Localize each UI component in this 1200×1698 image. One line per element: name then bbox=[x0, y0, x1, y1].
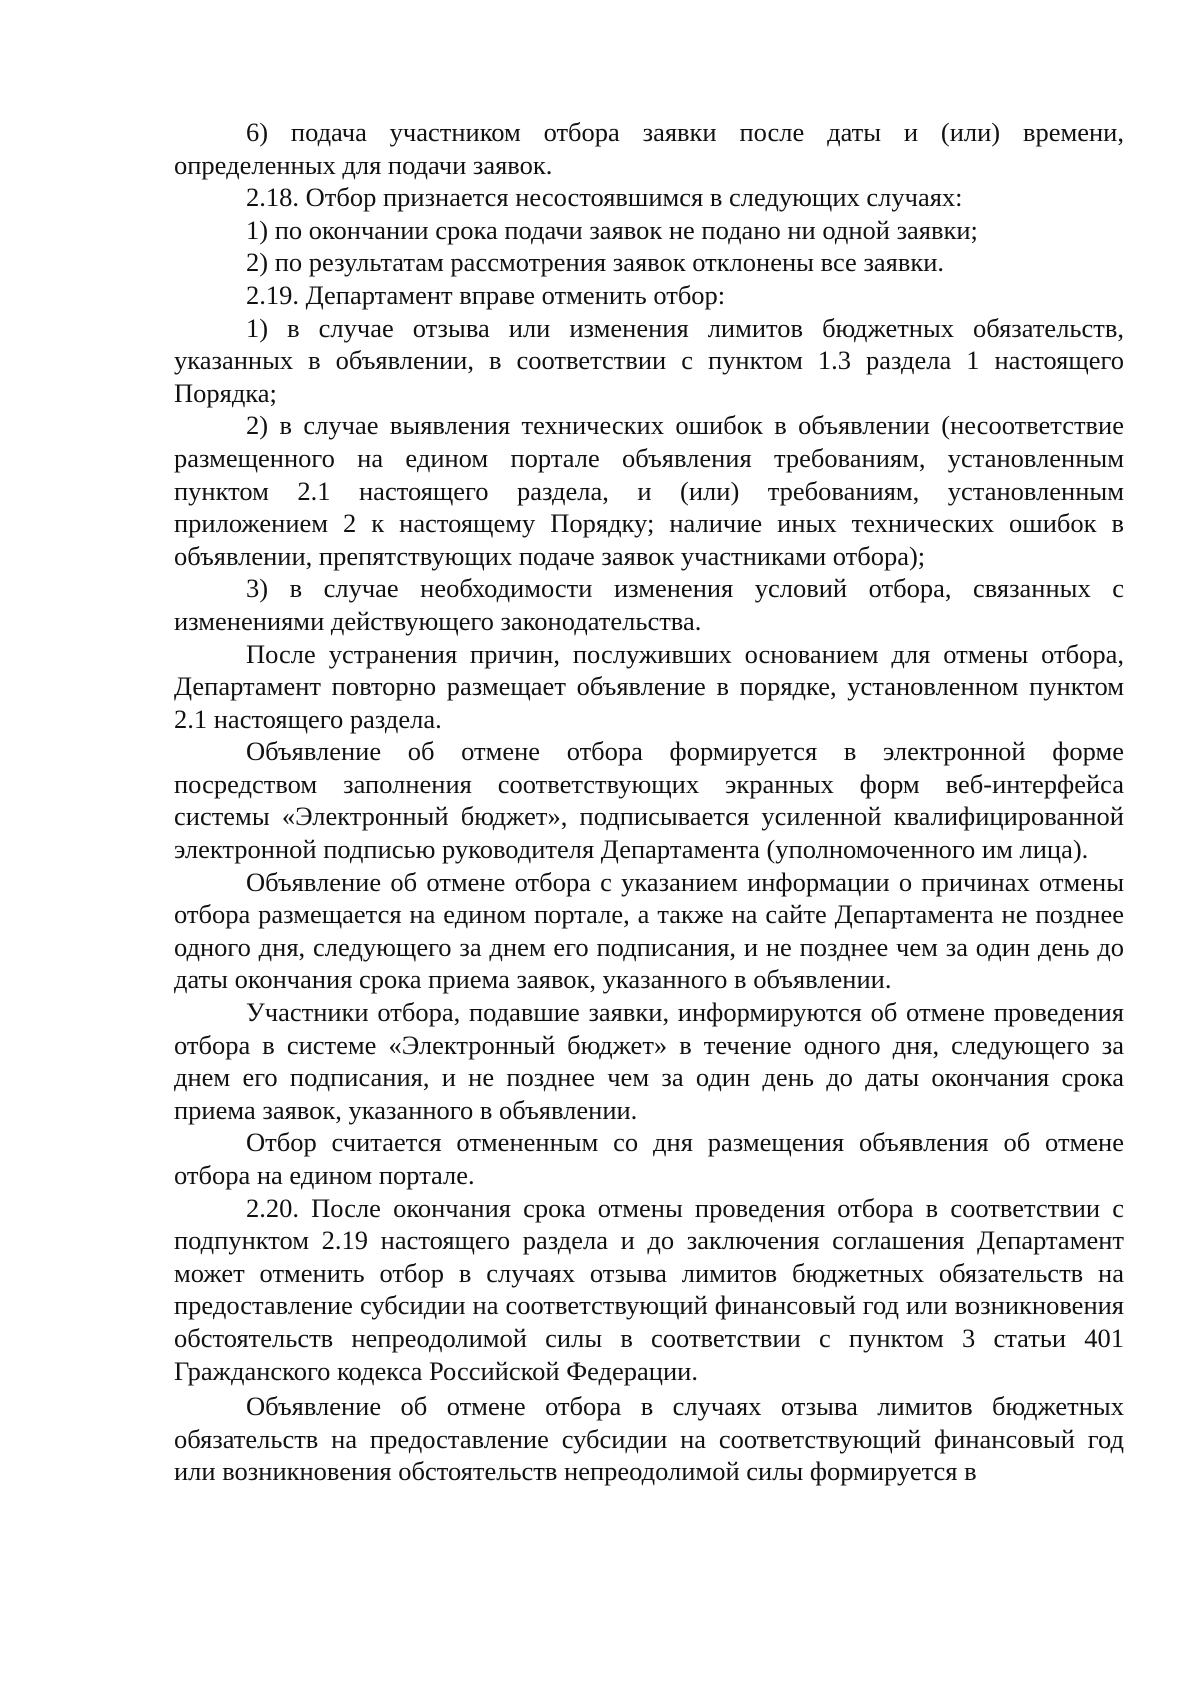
paragraph-2-18-item-1: 1) по окончании срока подачи заявок не подано ни одной заявки; bbox=[246, 214, 978, 245]
paragraph-2-19-item-1: 1) в случае отзыва или изменения лимитов бюджетных обязательств, указанных в объявлении, в соответствии с пунктом 1.3 раздела 1 настоящего Порядка; bbox=[174, 312, 1124, 408]
document-page bbox=[174, 116, 1124, 1488]
paragraph-2-19-item-3: 3) в случае необходимости изменения условий отбора, связанных с изменениями действующего законодательства. bbox=[174, 573, 1124, 636]
paragraph-2-19-heading: 2.19. Департамент вправе отменить отбор: bbox=[246, 279, 726, 310]
paragraph-after-elimination: После устранения причин, послуживших основанием для отмены отбора, Департамент повторно размещает объявление в порядке, установленном пунктом 2.1 настоящего раздела. bbox=[174, 638, 1124, 734]
paragraph-6-late-submission: 6) подача участником отбора заявки после даты и (или) времени, определенных для подачи заявок. bbox=[174, 117, 1124, 180]
paragraph-2-19-item-2: 2) в случае выявления технических ошибок в объявлении (несоответствие размещенного на едином портале объявления требованиям, установленным пунктом 2.1 настоящего раздела, и (или) требованиям, установленным приложением 2 к настоящему Порядку; наличие иных технических ошибок в объявлении, препятствующих подаче заявок участниками отбора); bbox=[174, 410, 1124, 571]
paragraph-force-majeure-notice: Объявление об отмене отбора в случаях отзыва лимитов бюджетных обязательств на предоставление субсидии на соответствующий финансовый год или возникновения обстоятельств непреодолимой силы формируется в bbox=[174, 1391, 1124, 1487]
paragraph-2-20: 2.20. После окончания срока отмены проведения отбора в соответствии с подпунктом 2.19 настоящего раздела и до заключения соглашения Департамент может отменить отбор в случаях отзыва лимитов бюджетных обязательств на предоставление субсидии на соответствующий финансовый год или возникновения обстоятельств непреодолимой силы в соответствии с пунктом 3 статьи 401 Гражданского кодекса Российской Федерации. bbox=[174, 1192, 1124, 1386]
paragraph-2-18-item-2: 2) по результатам рассмотрения заявок отклонены все заявки. bbox=[246, 247, 945, 278]
paragraph-cancellation-notice-publication: Объявление об отмене отбора с указанием информации о причинах отмены отбора размещается на едином портале, а также на сайте Департамента не позднее одного дня, следующего за днем его подписания, и не позднее чем за один день до даты окончания срока приема заявок, указанного в объявлении. bbox=[174, 866, 1124, 995]
paragraph-cancellation-notice-form: Объявление об отмене отбора формируется в электронной форме посредством заполнения соответствующих экранных форм веб-интерфейса системы «Электронный бюджет», подписывается усиленной квалифицированной электронной подписью руководителя Департамента (уполномоченного им лица). bbox=[174, 736, 1124, 865]
paragraph-2-18-heading: 2.18. Отбор признается несостоявшимся в следующих случаях: bbox=[246, 182, 963, 213]
paragraph-participants-informed: Участники отбора, подавшие заявки, информируются об отмене проведения отбора в системе «Электронный бюджет» в течение одного дня, следующего за днем его подписания, и не позднее чем за один день до даты окончания срока приема заявок, указанного в объявлении. bbox=[174, 997, 1124, 1125]
paragraph-selection-cancelled-date: Отбор считается отмененным со дня размещения объявления об отмене отбора на едином портале. bbox=[174, 1127, 1124, 1190]
